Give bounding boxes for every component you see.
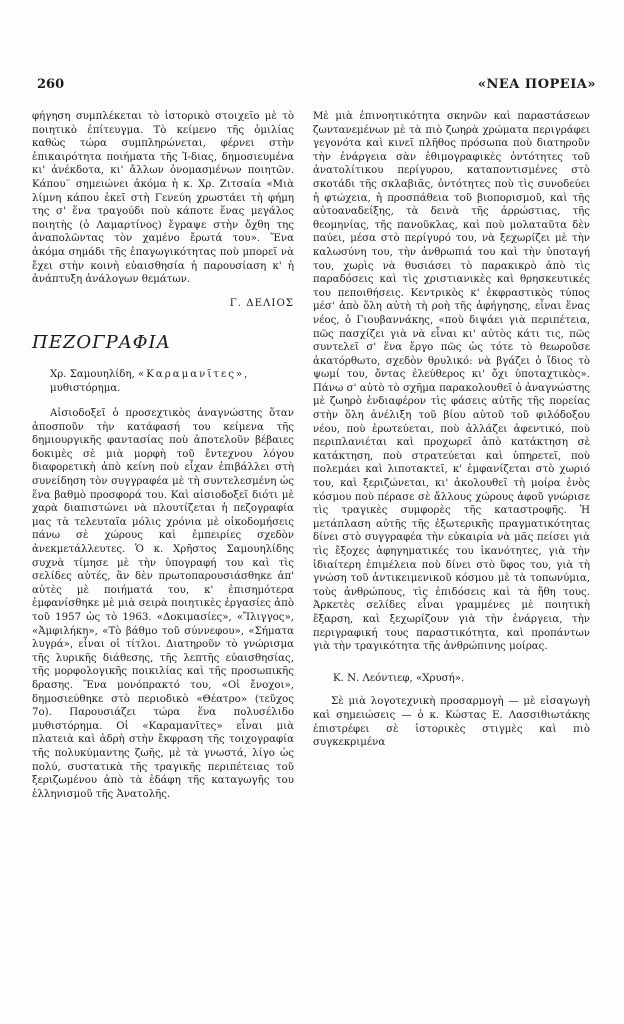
book-author-2: Κ. Ν. Λεόντιεφ, xyxy=(333,672,413,684)
page-number: 260 xyxy=(37,77,65,92)
book-entry xyxy=(50,368,294,395)
book-title: «Καραμανῖτες», xyxy=(138,368,250,380)
left-column xyxy=(32,110,294,801)
right-column xyxy=(313,110,590,750)
section-title: ΠΕΖΟΓΡΑΦΙΑ xyxy=(32,332,171,354)
book-author: Χρ. Σαμουηλίδη, xyxy=(50,368,135,380)
right-paragraph-2: Σὲ μιὰ λογοτεχνικὴ προσαρμογὴ — μὲ εἰσαγωγὴ καὶ σημειώσεις — ὁ κ. Κώστας Ε. Λασσιθιωτάκης ἐπιστρέφει σὲ ἱστορικὲς στιγμὲς καὶ πιὸ συγκεκριμένα xyxy=(313,696,590,749)
right-paragraph-1: Μὲ μιὰ ἐπινοητικότητα σκηνῶν καὶ παραστάσεων ζωντανεμένων μὲ τὰ πιὸ ζωηρὰ χρώματα περιγράφει γεγονότα καὶ κινεῖ πλῆθος πρόσωπα ποὺ διατηροῦν τὴν ἐνάργεια σὰν ἐθιμογραφικὲς ὀντότητες τοῦ ἀνατολίτικου περίγυρου, καταποντισμένες στὸ σκοτάδι τῆς σκλαβιᾶς, ὀντότητες ποὺ τὶς συνοδεύει ἡ φτώχεια, ἡ προσπάθεια τοῦ βιοπορισμοῦ, καὶ τῆς αὐτοαναδείξης, τὰ δεινὰ τῆς ἀρρώστιας, τῆς θεομηνίας, τῆς πανοῦκλας, καὶ ποὺ μολαταῦτα δὲν παύει, μέσα στὸ περίγυρό του, νὰ ξεχωρίζει μὲ τὴν καλωσύνη του, τὴν ἀνθρωπιά του καὶ τὴν ὑποταγή του, χωρὶς νὰ θυσιάσει τὸ παρακικρὸ ἀπὸ τὶς παραδόσεις καὶ τὶς χριστιανικὲς καὶ θρησκευτικές του πεποιθήσεις. Κεντρικὸς κ' ἐκφραστικὸς τύπος μέσ' ἀπὸ ὅλη αὐτὴ τὴ ροὴ τῆς ἀφήγησης, εἶναι ἕνας νέος, ὁ Γιουβαννάκης, «ποὺ διψάει γιὰ περιπέτεια, πῶς πασχίζει γιὰ νὰ εἶναι κι' αὐτὸς κάτι τις, πῶς συντελεῖ σ' ἕνα ἔργο πῶς ὡς τότε τὸ θεωροῦσε ἀκατόρθωτο, σχεδὸν θρυλικό: νὰ βγάζει ὁ ἴδιος τὸ ψωμί του, ὄντας ἐλεύθερος κι' ὄχι ὑποταχτικὸς». Πάνω σ' αὐτὸ τὸ σχῆμα παρακολουθεῖ ὁ ἀναγνώστης μὲ ζωηρὸ ἐνδιαφέρον τὶς φάσεις αὐτῆς τῆς πορείας στὴν ὅλη ἀνέλιξη τοῦ βίου αὐτοῦ τοῦ φιλόδοξου νέου, ποὺ ἐρωτεύεται, ποὺ ἀλλάζει ἀφεντικό, ποὺ περιπλανιέται καὶ προχωρεῖ ἀπὸ κατάκτηση σὲ κατάκτηση, ποὺ στρατεύεται καὶ ὑπηρετεῖ, ποὺ πολεμάει καὶ λιποτακτεῖ, κ' ἐμφανίζεται στὸ χωριό του, καὶ ξεριζώνεται, κι' ἀκολουθεῖ τὴ μοίρα ἑνὸς κόσμου ποὺ πέρασε σὲ ἄλλους χώρους ἀφοῦ γνώρισε τὶς τραγικὲς συμφορὲς τῆς καταστροφῆς. Ἡ μετάπλαση αὐτῆς τῆς ἐξωτερικῆς πραγματικότητας δίνει στὸ συγγραφέα τὴν εὐκαιρία νὰ μᾶς πείσει γιὰ τὶς ἔξοχες ἀφηγηματικές του ἱκανότητες, γιὰ τὴν ἰδιαίτερη ἐπιμέλεια ποὺ δίνει στὸ ὕφος του, γιὰ τὴ γνώση τοῦ ἀντικειμενικοῦ κόσμου μὲ τὰ τοπωνύμια, τοὺς ἀνθρώπους, τὶς ἐπιδόσεις καὶ τὰ ἤθη τους. Ἀρκετὲς σελίδες εἶναι γραμμένες μὲ ποιητικὴ ἔξαρση, καὶ ξεχωρίζουν γιὰ τὴν ἐνάργεια, τὴν περιγραφική τους παραστικότητα, καὶ προπάντων γιὰ τὴν τραγικότητα τῆς ἀνθρώπινης μοίρας. xyxy=(313,111,590,653)
author-signature: Γ. ΔΕΛΙΟΣ xyxy=(229,297,294,309)
left-paragraph-1: φήγηση συμπλέκεται τὸ ἱστορικὸ στοιχεῖο μὲ τὸ ποιητικὸ ἐπίτευγμα. Τὸ κείμενο τῆς ὁμιλίας καθὼς τώρα συμπληρώνεται, φέρνει στὴν ἐπικαιρότητα ποιήματα τῆς Ἰ-διας, δημοσιευμένα κι' ἀνέκδοτα, κι' ἄλλων ὀνομασμένων ποιητῶν. Κάπου¨ σημειώνει ἀκόμα ἡ κ. Χρ. Ζιτσαία «Μιὰ λίμνη κάπου ἐκεῖ στὴ Γενεύη χρωστάει τὴ φήμη της σ' ἕνα τραγούδι ποὺ κάποτε ἕνας μεγάλος ποιητὴς (ὁ Λαμαρτίνος) ἔγραψε στὴν ὄχθη της ἀναπολῶντας τὸν χαμένο ἔρωτά του». Ἕνα ἀκόμα σημάδι τῆς ἐπαγωγικότητας ποὺ μπορεῖ νὰ ἔχει στὴν κοινὴ εὐαισθησία ἡ παρουσίαση κ' ἡ ἀνάπτυξη ἀνάλογων θεμάτων. xyxy=(32,111,294,286)
book-entry-2 xyxy=(333,672,590,686)
running-head: «ΝΕΑ ΠΟΡΕΙΑ» xyxy=(477,77,596,92)
left-paragraph-2: Αἰσιοδοξεῖ ὁ προσεχτικὸς ἀναγνώστης ὅταν ἀποσποῦν τὴν κατάφασή του κείμενα τῆς δημιουργικῆς φαντασίας ποὺ ἀποτελοῦν βέβαιες δοκιμὲς σὲ μιὰ μορφὴ τοῦ ἔντεχνου λόγου διαφορετικὴ ἀπὸ κείνη ποὺ εἶχαν ἐπιβάλλει στὴ συνείδηση τὸν συγγραφέα μὲ τὴ συντελεσμένη ὡς ἕνα βαθμὸ προσφορά του. Καὶ αἰσιοδοξεῖ διότι μὲ χαρὰ διαπιστώνει νὰ πλουτίζεται ἡ πεζογραφία μας τὰ τελευταῖα μόλις χρόνια μὲ οἰκοδομήσεις πάνω σὲ χώρους καὶ ἐμπειρίες σχεδὸν ἀνεκμετάλλευτες. Ὁ κ. Χρῆστος Σαμουηλίδης συχνὰ τίμησε μὲ τὴν ὑπογραφή του καὶ τὶς σελίδες αὐτές, ἂν δὲν πρωτοπαρουσιάσθηκε ἀπ' αὐτὲς μὲ ποιήματά του, κ' ἐπισημότερα ἐμφανίσθηκε μὲ μιὰ σειρὰ ποιητικὲς ἐργασίες ἀπὸ τοῦ 1957 ὡς τὸ 1963. «Δοκιμασίες», «Ἴλιγγος», «Ἀμφιλήκη», «Τὸ βάθμο τοῦ σύννεφου», «Σήματα λυγρά», εἶναι οἱ τίτλοι. Διατηροῦν τὸ γνώρισμα τῆς λυρικῆς διάθεσης, τῆς λεπτῆς εὐαισθησίας, τῆς μορφολογικῆς ποικιλίας καὶ τῆς προσωπικῆς δρασης. Ἕνα μονόπρακτό του, «Οἱ ἔνοχοι», δημοσιεύθηκε στὸ περιοδικὸ «Θέατρο» (τεῦχος 7ο). Παρουσιάζει τώρα ἕνα πολυσέλιδο μυθιστόρημα. Οἱ «Καραμανῖτες» εἶναι μιὰ πλατειὰ καὶ ἁδρὴ στὴν ἔκφραση τῆς τοιχογραφία τῆς πολυκύμαντης ζωῆς, μὲ τὰ γνωστά, λίγο ὡς πολύ, συστατικὰ τῆς τραγικῆς περιπέτειας τοῦ ξεριζωμένου ἀπὸ τὰ ἐδάφη τῆς καταγωγῆς του ἑλληνισμοῦ τῆς Ἀνατολῆς. xyxy=(32,408,294,800)
book-title-2: «Χρυσή». xyxy=(415,672,465,684)
book-genre: μυθιστόρημα. xyxy=(50,382,121,394)
